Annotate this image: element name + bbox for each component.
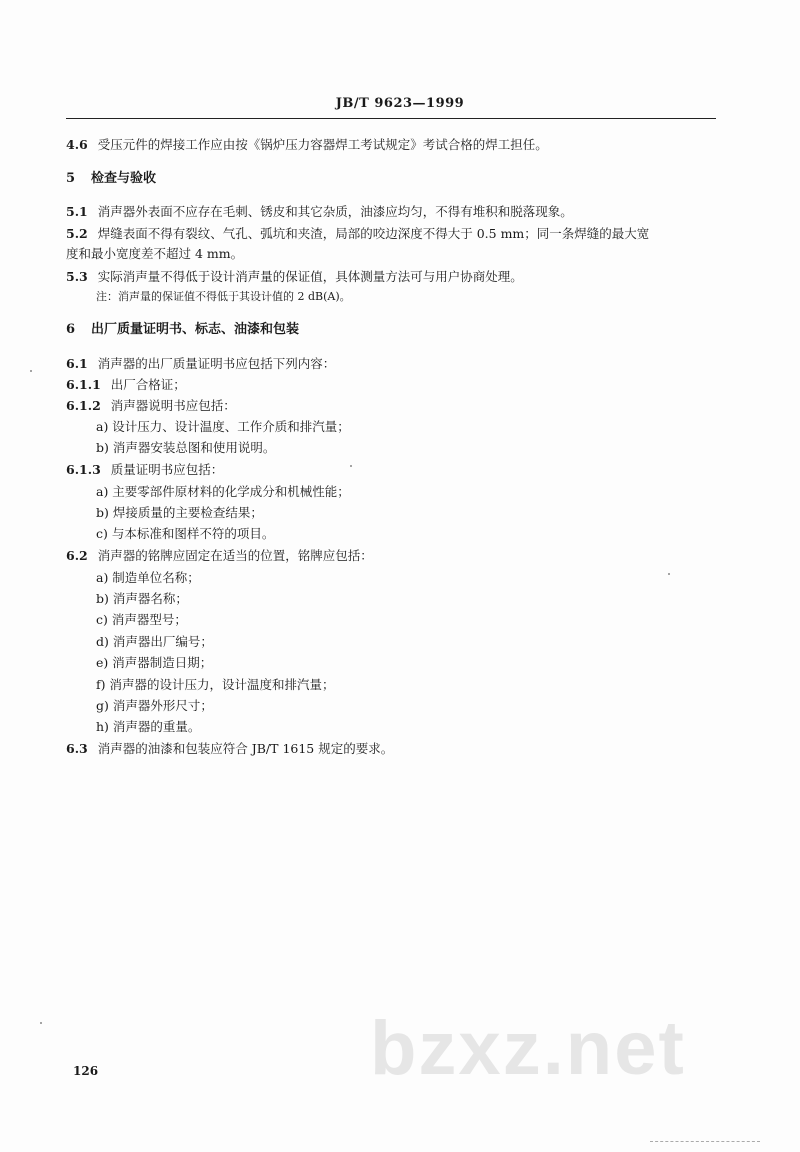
clause-6-1 [66, 356, 746, 372]
clause-5-2-continued [66, 246, 746, 262]
section-number: 6 [66, 322, 76, 337]
section-6-heading [66, 322, 746, 338]
list-item: h) 消声器的重量。 [96, 719, 201, 734]
clause-number: 6.1.3 [66, 462, 101, 477]
list-item: a) 主要零部件原材料的化学成分和机械性能； [96, 484, 350, 499]
standard-code-header: JB/T 9623—1999 [335, 96, 465, 111]
list-item: c) 消声器型号； [96, 612, 187, 627]
scan-edge-mark [650, 1141, 760, 1146]
clause-number: 5.3 [66, 269, 88, 284]
clause-text: 消声器外表面不应存在毛刺、锈皮和其它杂质，油漆应均匀，不得有堆积和脱落现象。 [97, 204, 573, 219]
clause-number: 6.1 [66, 356, 88, 371]
clause-number: 6.1.1 [66, 377, 101, 392]
list-item: b) 焊接质量的主要检查结果； [96, 505, 263, 520]
clause-number: 4.6 [66, 137, 88, 152]
list-item: d) 消声器出厂编号； [96, 634, 213, 649]
list-item: b) 消声器安装总图和使用说明。 [96, 440, 276, 455]
clause-text: 消声器说明书应包括： [110, 398, 236, 413]
clause-number: 6.3 [66, 741, 88, 756]
scan-speck [40, 1022, 42, 1024]
clause-text: 消声器的油漆和包装应符合 JB/T 1615 规定的要求。 [97, 741, 394, 756]
section-5-heading [66, 171, 746, 187]
clause-5-1 [66, 204, 746, 220]
scan-speck [668, 573, 670, 575]
clause-text: 质量证明书应包括： [110, 462, 224, 477]
clause-5-3 [66, 269, 746, 285]
list-item: c) 与本标准和图样不符的项目。 [96, 526, 275, 541]
list-item: f) 消声器的设计压力，设计温度和排汽量； [96, 677, 335, 692]
clause-number: 6.1.2 [66, 398, 101, 413]
clause-text: 消声器的铭牌应固定在适当的位置，铭牌应包括： [97, 548, 373, 563]
clause-6-3 [66, 741, 746, 757]
list-item: b) 消声器名称； [96, 591, 188, 606]
clause-4-6 [66, 137, 746, 153]
clause-text: 度和最小宽度差不超过 4 mm。 [66, 246, 244, 261]
scan-speck [30, 370, 32, 372]
clause-number: 6.2 [66, 548, 88, 563]
note-5-3: 注：消声量的保证值不得低于其设计值的 2 dB(A)。 [96, 290, 351, 303]
site-watermark: bzxz.net [370, 1006, 686, 1091]
clause-6-1-3 [66, 462, 746, 478]
clause-text: 消声器的出厂质量证明书应包括下列内容： [97, 356, 336, 371]
clause-text: 受压元件的焊接工作应由按《锅炉压力容器焊工考试规定》考试合格的焊工担任。 [97, 137, 548, 152]
section-title: 检查与验收 [91, 171, 157, 186]
clause-5-2 [66, 226, 746, 242]
clause-6-1-2 [66, 398, 746, 414]
clause-6-2 [66, 548, 746, 564]
clause-text: 出厂合格证； [110, 377, 186, 392]
list-item: a) 设计压力、设计温度、工作介质和排汽量； [96, 419, 350, 434]
header-rule [66, 118, 716, 119]
clause-text: 实际消声量不得低于设计消声量的保证值，具体测量方法可与用户协商处理。 [97, 269, 523, 284]
section-title: 出厂质量证明书、标志、油漆和包装 [91, 322, 300, 337]
section-number: 5 [66, 171, 76, 186]
list-item: g) 消声器外形尺寸； [96, 698, 213, 713]
clause-number: 5.1 [66, 204, 88, 219]
clause-text: 焊缝表面不得有裂纹、气孔、弧坑和夹渣，局部的咬边深度不得大于 0.5 mm；同一条焊缝的最大宽 [97, 226, 650, 241]
page-number: 126 [73, 1064, 99, 1078]
list-item: e) 消声器制造日期； [96, 655, 213, 670]
clause-number: 5.2 [66, 226, 88, 241]
list-item: a) 制造单位名称； [96, 570, 200, 585]
scan-speck [350, 465, 352, 467]
clause-6-1-1 [66, 377, 746, 393]
